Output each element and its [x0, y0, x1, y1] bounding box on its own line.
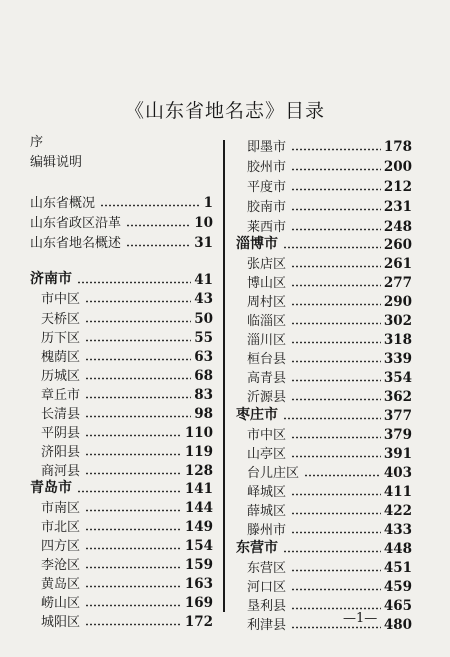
dot-leader	[85, 623, 182, 626]
entry-name: 桓台县	[247, 352, 287, 367]
toc-entry	[236, 271, 412, 291]
toc-city-entry	[236, 404, 412, 424]
entry-name: 青岛市	[30, 480, 72, 496]
entry-name: 李沧区	[41, 558, 81, 573]
entry-name: 薛城区	[247, 504, 287, 519]
entry-name: 河口区	[247, 580, 287, 595]
toc-entry	[30, 534, 213, 554]
toc-entry	[30, 307, 213, 327]
dot-leader	[77, 281, 191, 284]
entry-page-number: 159	[184, 557, 213, 573]
entry-name: 平阴县	[41, 426, 81, 441]
entry-name: 淄川区	[247, 333, 287, 348]
entry-page-number: 55	[194, 330, 213, 346]
dot-leader	[304, 474, 381, 477]
toc-entry	[236, 309, 412, 329]
dot-leader	[283, 246, 381, 249]
entry-page-number: 212	[383, 179, 412, 195]
entry-name: 市中区	[41, 292, 81, 307]
dot-leader	[85, 415, 191, 418]
toc-entry	[30, 345, 213, 365]
entry-page-number: 163	[184, 576, 213, 592]
toc-entry	[236, 461, 412, 481]
dot-leader	[291, 436, 381, 439]
entry-name: 东营市	[236, 540, 278, 556]
entry-page-number: 50	[194, 311, 213, 327]
entry-page-number: 403	[383, 465, 412, 481]
entry-name: 市中区	[247, 428, 287, 443]
toc-entry	[30, 383, 213, 403]
entry-page-number: 43	[194, 291, 213, 307]
entry-page-number: 448	[383, 541, 412, 557]
dot-leader	[291, 569, 381, 572]
entry-name: 市北区	[41, 520, 81, 535]
dot-leader	[85, 358, 191, 361]
entry-page-number: 63	[194, 349, 213, 365]
toc-entry	[30, 211, 213, 231]
entry-name: 滕州市	[247, 523, 287, 538]
entry-page-number: 128	[184, 463, 213, 479]
toc-entry	[30, 515, 213, 535]
page-number: —1—	[343, 611, 378, 626]
entry-name: 山东省政区沿革	[30, 216, 122, 231]
entry-page-number: 141	[184, 481, 213, 497]
dot-leader	[85, 320, 191, 323]
entry-page-number: 261	[383, 256, 412, 272]
dot-leader	[85, 339, 191, 342]
dot-leader	[126, 224, 191, 227]
dot-leader	[283, 417, 381, 420]
toc-entry	[30, 287, 213, 307]
toc-entry	[236, 385, 412, 405]
toc-entry	[30, 553, 213, 573]
entry-page-number: 260	[383, 237, 412, 253]
entry-name: 商河县	[41, 464, 81, 479]
dot-leader	[126, 244, 191, 247]
toc-entry	[30, 572, 213, 592]
toc-entry	[30, 326, 213, 346]
entry-name: 崂山区	[41, 596, 81, 611]
dot-leader	[85, 472, 182, 475]
dot-leader	[291, 228, 381, 231]
entry-name: 周村区	[247, 295, 287, 310]
toc-entry	[236, 175, 412, 195]
entry-name: 峄城区	[247, 485, 287, 500]
entry-page-number: 290	[383, 294, 412, 310]
toc-city-entry	[236, 537, 412, 557]
toc-entry	[30, 130, 213, 150]
toc-city-entry	[30, 477, 213, 497]
column-divider	[223, 140, 225, 612]
toc-city-entry	[30, 268, 213, 288]
entry-page-number: 362	[383, 389, 412, 405]
toc-entry	[236, 613, 412, 633]
dot-leader	[85, 547, 182, 550]
entry-page-number: 411	[383, 484, 412, 500]
entry-page-number: 459	[383, 579, 412, 595]
toc-entry	[236, 135, 412, 155]
entry-name: 平度市	[247, 180, 287, 195]
entry-page-number: 302	[383, 313, 412, 329]
entry-page-number: 318	[383, 332, 412, 348]
toc-entry	[236, 518, 412, 538]
entry-name: 历城区	[41, 369, 81, 384]
entry-name: 台儿庄区	[247, 466, 300, 481]
toc-entry	[236, 594, 412, 614]
entry-page-number: 83	[194, 387, 213, 403]
dot-leader	[85, 604, 182, 607]
entry-page-number: 422	[383, 503, 412, 519]
dot-leader	[291, 208, 381, 211]
entry-page-number: 433	[383, 522, 412, 538]
dot-leader	[291, 531, 381, 534]
entry-page-number: 231	[383, 199, 412, 215]
entry-name: 历下区	[41, 331, 81, 346]
dot-leader	[291, 493, 381, 496]
dot-leader	[291, 303, 381, 306]
toc-entry	[30, 496, 213, 516]
entry-name: 枣庄市	[236, 407, 278, 423]
toc-entry	[30, 150, 213, 170]
entry-page-number: 41	[194, 272, 213, 288]
entry-name: 山东省地名概述	[30, 236, 122, 251]
entry-name: 编辑说明	[30, 155, 83, 170]
entry-name: 长清县	[41, 407, 81, 422]
dot-leader	[291, 188, 381, 191]
entry-page-number: 31	[194, 235, 213, 251]
dot-leader	[291, 607, 381, 610]
entry-page-number: 339	[383, 351, 412, 367]
entry-page-number: 200	[383, 159, 412, 175]
dot-leader	[291, 322, 381, 325]
toc-entry	[236, 556, 412, 576]
toc-entry	[236, 252, 412, 272]
entry-name: 序	[30, 135, 44, 150]
entry-page-number: 98	[194, 406, 213, 422]
entry-name: 垦利县	[247, 599, 287, 614]
toc-entry	[236, 195, 412, 215]
dot-leader	[85, 377, 191, 380]
entry-name: 四方区	[41, 539, 81, 554]
dot-leader	[291, 341, 381, 344]
toc-entry	[30, 191, 213, 211]
toc-entry	[30, 231, 213, 251]
toc-entry	[236, 575, 412, 595]
entry-page-number: 451	[383, 560, 412, 576]
entry-page-number: 144	[184, 500, 213, 516]
entry-page-number: 248	[383, 219, 412, 235]
entry-page-number: 10	[194, 215, 213, 231]
entry-name: 高青县	[247, 371, 287, 386]
dot-leader	[291, 265, 381, 268]
entry-page-number: 169	[184, 595, 213, 611]
dot-leader	[291, 148, 381, 151]
entry-name: 城阳区	[41, 615, 81, 630]
entry-name: 胶州市	[247, 160, 287, 175]
entry-name: 莱西市	[247, 220, 287, 235]
dot-leader	[291, 455, 381, 458]
toc-entry	[236, 215, 412, 235]
toc-entry	[30, 610, 213, 630]
entry-name: 黄岛区	[41, 577, 81, 592]
toc-entry	[30, 421, 213, 441]
dot-leader	[100, 204, 201, 207]
entry-name: 东营区	[247, 561, 287, 576]
dot-leader	[77, 490, 182, 493]
dot-leader	[85, 528, 182, 531]
dot-leader	[85, 509, 182, 512]
entry-page-number: 172	[184, 614, 213, 630]
entry-name: 利津县	[247, 618, 287, 633]
entry-name: 胶南市	[247, 200, 287, 215]
toc-entry	[30, 459, 213, 479]
dot-leader	[85, 434, 182, 437]
entry-name: 淄博市	[236, 236, 278, 252]
toc-entry	[236, 480, 412, 500]
dot-leader	[85, 585, 182, 588]
dot-leader	[291, 588, 381, 591]
toc-entry	[236, 442, 412, 462]
dot-leader	[291, 360, 381, 363]
toc-entry	[30, 440, 213, 460]
dot-leader	[85, 566, 182, 569]
toc-entry	[236, 366, 412, 386]
entry-page-number: 379	[383, 427, 412, 443]
entry-name: 天桥区	[41, 312, 81, 327]
entry-page-number: 149	[184, 519, 213, 535]
entry-name: 山亭区	[247, 447, 287, 462]
entry-page-number: 154	[184, 538, 213, 554]
dot-leader	[85, 396, 191, 399]
dot-leader	[85, 300, 191, 303]
entry-page-number: 391	[383, 446, 412, 462]
entry-page-number: 377	[383, 408, 412, 424]
dot-leader	[283, 550, 381, 553]
dot-leader	[85, 453, 182, 456]
entry-page-number: 110	[184, 425, 213, 441]
entry-name: 博山区	[247, 276, 287, 291]
dot-leader	[291, 379, 381, 382]
toc-entry	[236, 328, 412, 348]
entry-name: 张店区	[247, 257, 287, 272]
toc-entry	[236, 290, 412, 310]
entry-page-number: 178	[383, 139, 412, 155]
entry-name: 济阳县	[41, 445, 81, 460]
dot-leader	[291, 168, 381, 171]
entry-name: 即墨市	[247, 140, 287, 155]
entry-page-number: 480	[383, 617, 412, 633]
entry-name: 沂源县	[247, 390, 287, 405]
toc-entry	[30, 591, 213, 611]
entry-page-number: 68	[194, 368, 213, 384]
entry-name: 山东省概况	[30, 196, 96, 211]
entry-page-number: 465	[383, 598, 412, 614]
toc-entry	[236, 499, 412, 519]
dot-leader	[291, 512, 381, 515]
entry-page-number: 119	[184, 444, 213, 460]
dot-leader	[291, 398, 381, 401]
entry-name: 临淄区	[247, 314, 287, 329]
page-title: 《山东省地名志》目录	[124, 100, 325, 122]
entry-page-number: 277	[383, 275, 412, 291]
entry-name: 槐荫区	[41, 350, 81, 365]
entry-name: 济南市	[30, 271, 72, 287]
toc-entry	[236, 423, 412, 443]
toc-city-entry	[236, 233, 412, 253]
entry-page-number: 354	[383, 370, 412, 386]
dot-leader	[291, 284, 381, 287]
entry-name: 章丘市	[41, 388, 81, 403]
dot-leader	[291, 626, 381, 629]
toc-entry	[236, 347, 412, 367]
toc-entry	[30, 364, 213, 384]
entry-name: 市南区	[41, 501, 81, 516]
entry-page-number: 1	[203, 195, 213, 211]
toc-entry	[30, 402, 213, 422]
toc-entry	[236, 155, 412, 175]
